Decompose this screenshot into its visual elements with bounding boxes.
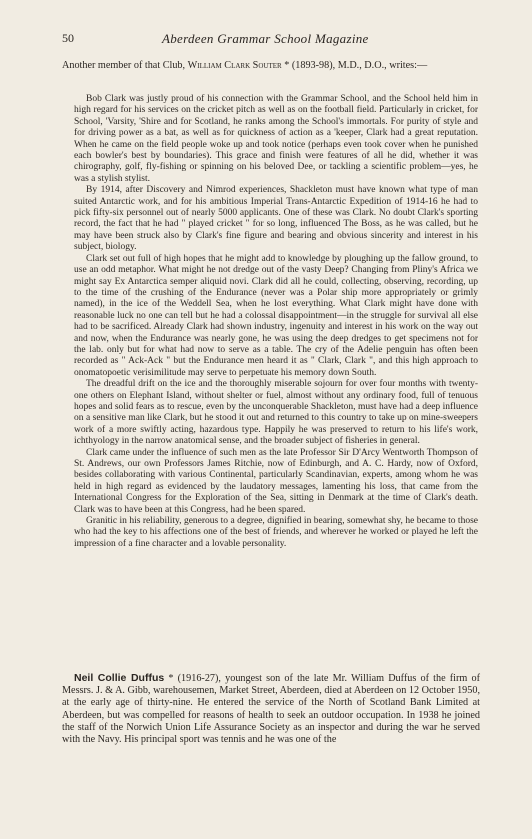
tribute-paragraph: By 1914, after Discovery and Nimrod experiences, Shackleton must have known what type of man suited Antarctic work, and for his ambitious Imperial Trans-Antarctic Expedition of 1914-16 he had to pick fifty-six personnel out of nearly 5000 applicants. One of these was Clark. No doubt Clark's sporting record, the fact that he had " played cricket " for so long, influenced The Boss, as he was called, but he may have been struck also by Clark's fine figure and bearing and obvious sincerity and interest in his subject, biology.	[74, 185, 478, 253]
journal-title: Aberdeen Grammar School Magazine	[162, 31, 369, 46]
tribute-paragraph: Clark came under the influence of such men as the late Professor Sir D'Arcy Wentworth Thompson of St. Andrews, our own Professors James Ritchie, now of Edinburgh, and A. C. Hardy, now of Oxford, besides collaborating with various Continental, particularly Scandinavian, experts, among whom he was held in high regard as evidenced by the laudatory messages, lamenting his loss, that came from the International Congress for the Exploration of the Sea, sitting in Denmark at the time of Clark's death. Clark was to have been at this Congress, had he been spared.	[74, 447, 478, 515]
tribute-paragraph: The dreadful drift on the ice and the thoroughly miserable sojourn for over four months with twenty-one others on Elephant Island, without shelter or fuel, almost without any ordinary food, full of tenuous hopes and solid fears as to rescue, even by the unconquerable Shackleton, must have had a deep influence on a sensitive man like Clark, but he stood it out and returned to this country to take up on mine-sweepers work of a more swiftly acting, hazardous type. Happily he was preserved to return to his life's work, ichthyology in the narrow anatomical sense, and the broader subject of fisheries in general.	[74, 379, 478, 447]
intro-paragraph	[62, 60, 480, 72]
quoted-tribute	[74, 94, 478, 550]
author-name: William Clark Souter	[187, 60, 282, 71]
intro-lead: Another member of that Club,	[62, 60, 188, 71]
author-details: * (1893-98), M.D., D.O., writes:—	[281, 60, 428, 71]
page-header	[62, 31, 474, 47]
entry-text: * (1916-27), youngest son of the late Mr. William Duffus of the firm of Messrs. J. & A. Gibb, warehousemen, Market Street, Aberdeen, died at Aberdeen on 12 October 1950, at the early age of thirty-nine. He entered the service of the North of Scotland Bank Limited at Aberdeen, but was compelled for reasons of health to seek an outdoor occupation. In 1938 he joined the staff of the Norwich Union Life Assurance Society as an inspector and during the war he served with the Navy. His principal sport was tennis and he was one of the	[62, 673, 480, 746]
tribute-paragraph: Granitic in his reliability, generous to a degree, dignified in bearing, somewhat shy, he became to those who had the key to his affections one of the best of friends, and wherever he worked or played he left the impression of a fine character and a lovable personality.	[74, 516, 478, 549]
obituary-entry	[62, 672, 480, 746]
tribute-paragraph: Bob Clark was justly proud of his connection with the Grammar School, and the School held him in high regard for his services on the cricket pitch as well as on the football field. Particularly in cricket, for School, 'Varsity, 'Shire and for Scotland, he ranks among the School's immortals. For purity of style and for driving power as a bat, as well as for quickness of action as a 'keeper, Clark had a great reputation. When he came on the field people woke up and took notice (perhaps even took cover when he punished each bowler's best by boundaries). This grace and finish were features of all he did, whether it was chirography, golf, fly-fishing or spinning on his beloved Dee, or tackling a scientific problem—yes, he was a stylish stylist.	[74, 94, 478, 184]
tribute-paragraph: Clark set out full of high hopes that he might add to knowledge by ploughing up the fallow ground, to use an odd metaphor. What might he not dredge out of the vasty Deep? Changing from Pliny's Africa we might say Ex Antarctica semper aliquid novi. Clark did all he could, collecting, observing, recording, up to the time of the crushing of the Endurance (never was a Polar ship more appropriately or grimly named), in the ice of the Weddell Sea, when he lost everything. What Clark might have done with reasonable luck no one can tell but he had a colossal disappointment—in the struggle for survival all else had to be sacrificed. Already Clark had shown industry, ingenuity and interest in his work on the way out and now, when the Endurance was nearly gone, he was using the deep dredges to get specimens not for the lab. only but for what had now to serve as a table. The cry of the Adelie penguin has often been recorded as " Ack-Ack " but the Endurance men heard it as " Clark, Clark ", and this high approach to onomatopoetic verisimilitude may serve to perpetuate his memory down South.	[74, 253, 478, 378]
entry-name: Neil Collie Duffus	[74, 672, 165, 684]
page-number: 50	[62, 31, 74, 45]
